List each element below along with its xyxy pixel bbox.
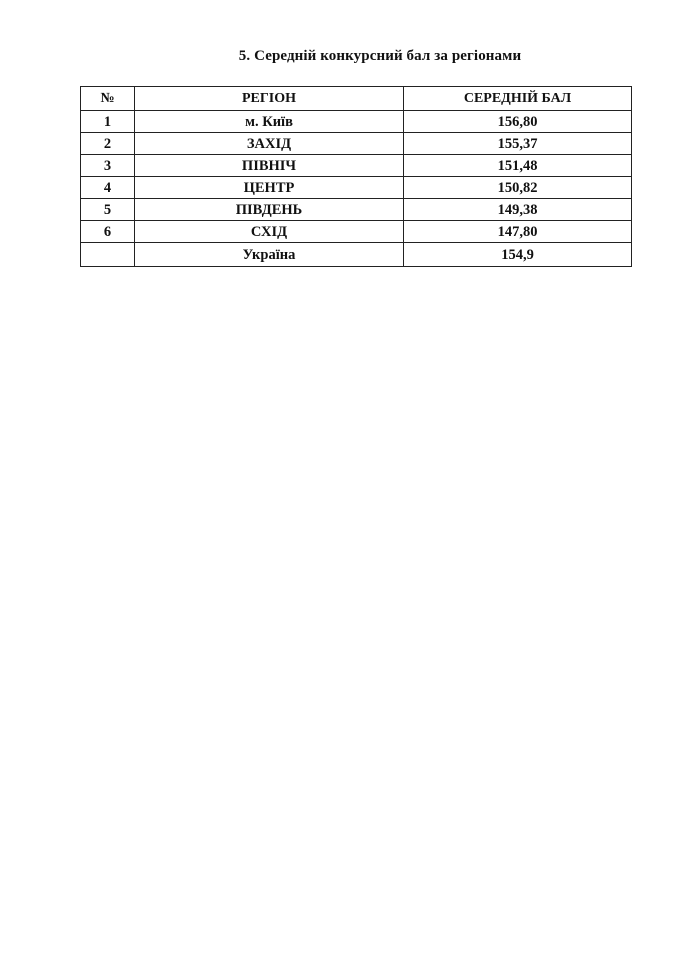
row-number: 3 [81,155,135,177]
table-row [81,155,632,177]
row-score: 147,80 [404,221,632,243]
table-row [81,199,632,221]
row-number: 2 [81,133,135,155]
total-number [81,243,135,267]
row-region: ЦЕНТР [135,177,404,199]
page-title: 5. Середній конкурсний бал за регіонами [238,48,522,64]
row-number: 4 [81,177,135,199]
row-score: 150,82 [404,177,632,199]
row-number: 5 [81,199,135,221]
row-number: 6 [81,221,135,243]
table-row [81,111,632,133]
total-score: 154,9 [404,243,632,267]
row-region: ПІВДЕНЬ [135,199,404,221]
table-total-row [81,243,632,267]
header-number: № [81,87,135,111]
row-region: м. Київ [135,111,404,133]
row-region: ЗАХІД [135,133,404,155]
header-score: СЕРЕДНІЙ БАЛ [404,87,632,111]
table-row [81,177,632,199]
row-score: 155,37 [404,133,632,155]
row-number: 1 [81,111,135,133]
table-row [81,133,632,155]
regional-scores-table [80,86,632,267]
header-region: РЕГІОН [135,87,404,111]
table-row [81,221,632,243]
total-region: Україна [135,243,404,267]
row-score: 156,80 [404,111,632,133]
row-region: СХІД [135,221,404,243]
row-score: 149,38 [404,199,632,221]
row-score: 151,48 [404,155,632,177]
row-region: ПІВНІЧ [135,155,404,177]
table-header-row [81,87,632,111]
